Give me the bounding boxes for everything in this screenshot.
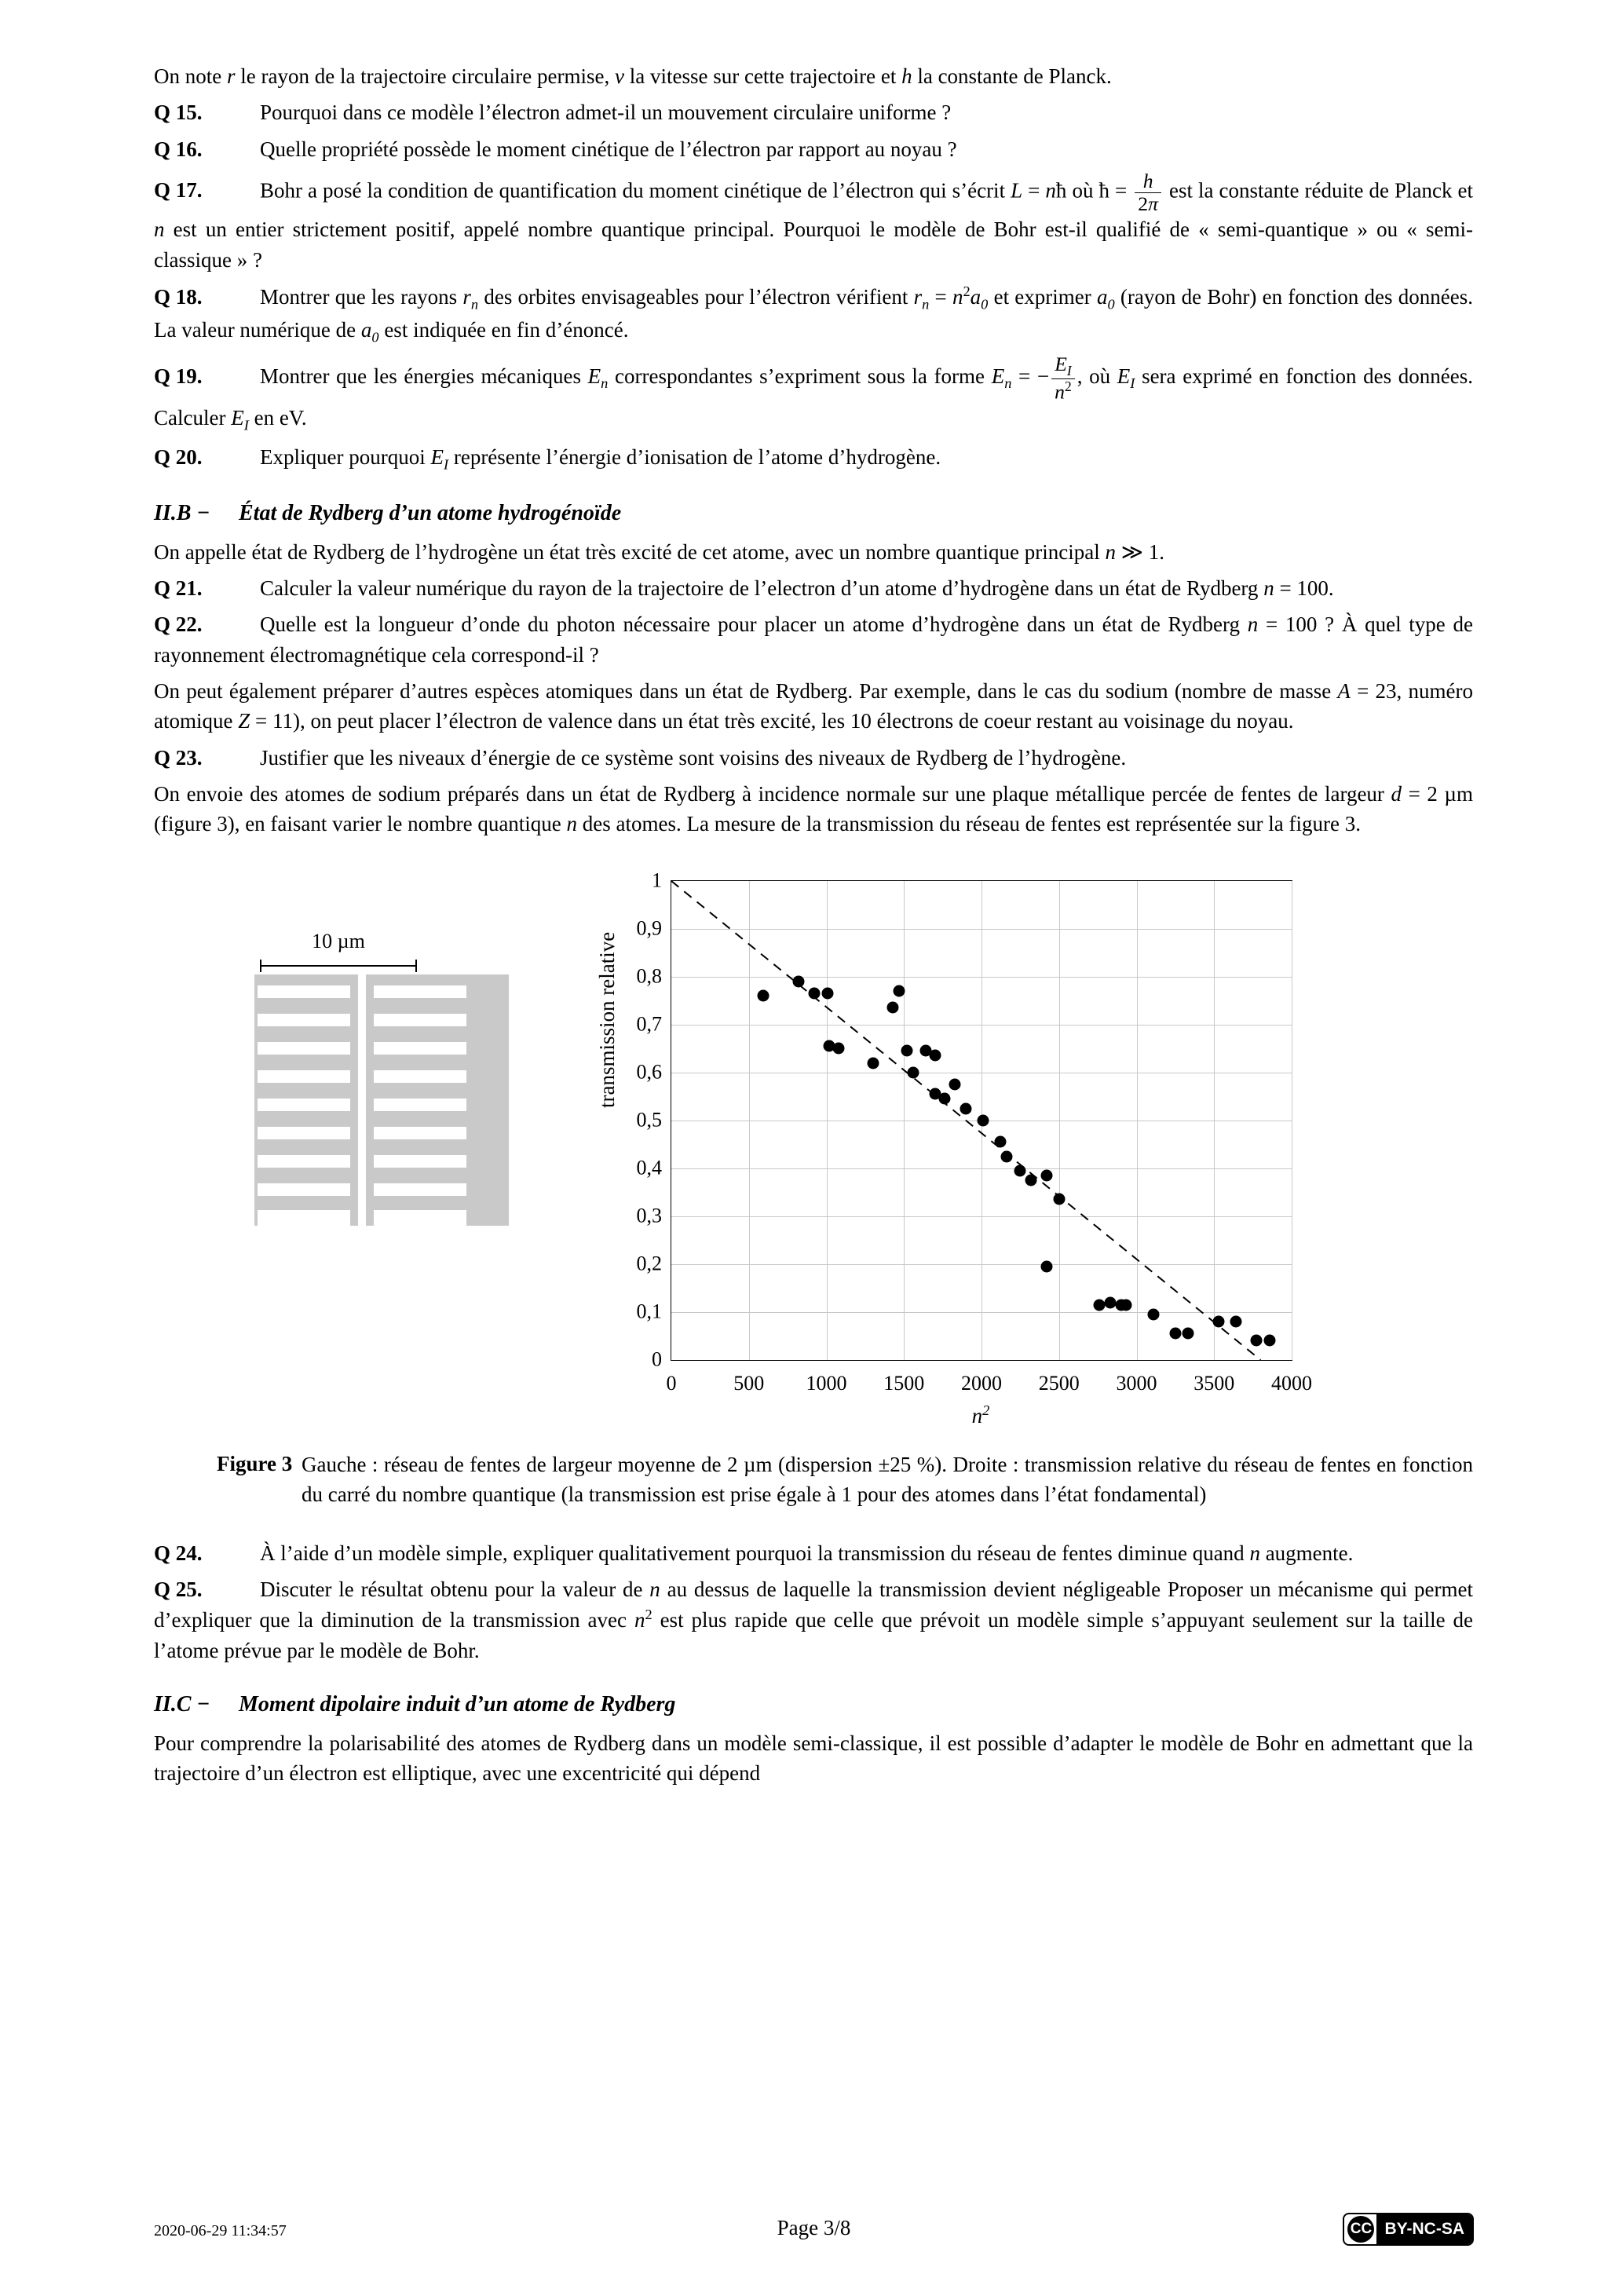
question-q17: Q 17. Bohr a posé la condition de quantification du moment cinétique de l’électron qui s’écrit L = nħ où ħ = $\frac{h}{2\pi}$ est la constante réduite de Planck et n est un entier strictement positif, appelé nombre quantique principal. Pourquoi le modèle de Bohr est-il qualifié de « semi-quantique » ou « semi-classique » ?: [154, 169, 1474, 272]
data-point: [1000, 1150, 1012, 1162]
x-axis-tick: 0: [666, 1371, 677, 1395]
question-label: Q 18.: [154, 285, 203, 309]
intro-text-1: On note: [154, 64, 227, 88]
data-point: [938, 1093, 950, 1105]
scale-bar: [260, 960, 417, 972]
data-point: [901, 1045, 913, 1057]
cc-icon: CC: [1347, 2216, 1374, 2243]
y-axis-tick: 0,3: [636, 1204, 662, 1227]
data-point: [1264, 1335, 1276, 1347]
fraction-ei-n2: $\frac{E_I}{n^2}$: [1051, 353, 1075, 403]
section-title: Moment dipolaire induit d’un atome de Rydberg: [239, 1692, 676, 1717]
section-number: II.B −: [154, 501, 210, 526]
question-label: Q 24.: [154, 1541, 203, 1565]
y-axis-tick: 0,4: [636, 1156, 662, 1179]
data-point: [1148, 1308, 1160, 1320]
plot-area: [636, 868, 1312, 1395]
question-label: Q 23.: [154, 745, 203, 770]
x-axis-tick: 2000: [961, 1371, 1002, 1395]
fraction-h-2pi: $\frac{h}{2\pi}$: [1135, 170, 1161, 214]
data-point: [1040, 1260, 1052, 1272]
y-axis-tick: 0,8: [636, 964, 662, 988]
data-point: [994, 1136, 1006, 1148]
x-axis-tick: 4000: [1271, 1371, 1312, 1395]
question-q15: Q 15. Pourquoi dans ce modèle l’électron admet-il un mouvement circulaire uniforme ?: [154, 97, 1473, 127]
intro-text-4: la constante de Planck.: [912, 64, 1112, 88]
data-point: [792, 975, 804, 987]
section-number: II.C −: [154, 1692, 210, 1717]
question-q20: Q 20. Expliquer pourquoi $E_I$ représente l’énergie d’ionisation de l’atome d’hydrogène.: [154, 442, 1473, 474]
paragraph-rydberg-intro: On appelle état de Rydberg de l’hydrogène un état très excité de cet atome, avec un nombre quantique principal n ≫ 1.: [154, 539, 1164, 564]
y-axis-tick: 0,6: [636, 1060, 662, 1084]
data-point: [1014, 1164, 1026, 1176]
paragraph-sodium: On peut également préparer d’autres espèces atomiques dans un état de Rydberg. Par exemple, dans le cas du sodium (nombre de masse A = 23, numéro atomique Z = 11), on peut placer l’électron de valence dans un état très excité, les 10 électrons de coeur restant au voisinage du noyau.: [154, 679, 1473, 733]
license-badge: [1343, 2213, 1474, 2246]
question-q23: Q 23. Justifier que les niveaux d’énergie de ce système sont voisins des niveaux de Rydberg de l’hydrogène.: [154, 743, 1473, 773]
page-footer: [154, 2216, 1474, 2247]
data-point: [1169, 1328, 1181, 1340]
question-label: Q 17.: [154, 178, 203, 203]
figure-caption-body: Gauche : réseau de fentes de largeur moyenne de 2 µm (dispersion ±25 %). Droite : transmission relative du réseau de fentes en fonction du carré du nombre quantique (la transmission est prise égale à 1 pour des atomes dans l’état fondamental): [302, 1453, 1473, 1507]
figure-3: [154, 868, 1473, 1428]
question-label: Q 15.: [154, 101, 203, 125]
data-point: [908, 1066, 919, 1078]
data-point: [1250, 1335, 1262, 1347]
y-axis-label: transmission relative: [595, 931, 619, 1108]
y-axis-tick: 0,1: [636, 1300, 662, 1323]
scatter-plot: [594, 868, 1379, 1428]
data-point: [822, 988, 834, 1000]
footer-page-number: Page 3/8: [777, 2216, 851, 2239]
question-q25: Q 25. Discuter le résultat obtenu pour la valeur de n au dessus de laquelle la transmission devient négligeable Proposer un mécanisme qui permet d’expliquer que la diminution de la transmission avec $n^2$ est plus rapide que celle que prévoit un modèle simple s’appuyant seulement sur la taille de l’atome prévue par le modèle de Bohr.: [154, 1574, 1473, 1665]
section-heading-iib: [154, 498, 1473, 529]
symbol-h: h: [901, 64, 912, 88]
paragraph-polarisabilite: Pour comprendre la polarisabilité des atomes de Rydberg dans un modèle semi-classique, il est possible d’adapter le modèle de Bohr en admettant que la trajectoire d’un électron est elliptique, avec une excentricité qui dépend: [154, 1731, 1473, 1786]
document-body: [154, 61, 1473, 1794]
grating-diagram: [240, 974, 523, 1226]
x-axis-tick: 3000: [1116, 1371, 1157, 1395]
y-axis-tick: 0,9: [636, 916, 662, 940]
symbol-v: v: [615, 64, 624, 88]
x-axis-label: $n^2$: [971, 1402, 990, 1428]
question-q21: Q 21. Calculer la valeur numérique du rayon de la trajectoire de l’electron d’un atome d’hydrogène dans un état de Rydberg n = 100.: [154, 573, 1473, 603]
scale-bar-group: [260, 927, 417, 972]
scale-label: 10 µm: [312, 929, 365, 952]
data-point: [1182, 1328, 1193, 1340]
question-label: Q 20.: [154, 444, 203, 469]
x-axis-tick: 2500: [1038, 1371, 1080, 1395]
data-point: [808, 988, 820, 1000]
question-q16: Q 16. Quelle propriété possède le moment cinétique de l’électron par rapport au noyau ?: [154, 134, 1473, 164]
license-label: BY-NC-SA: [1376, 2214, 1472, 2244]
data-point: [757, 990, 769, 1002]
question-q24: Q 24. À l’aide d’un modèle simple, expliquer qualitativement pourquoi la transmission du réseau de fentes diminue quand n augmente.: [154, 1538, 1473, 1568]
x-axis-tick: 500: [733, 1371, 765, 1395]
symbol-r: r: [226, 64, 236, 88]
data-point: [977, 1114, 989, 1126]
figure-caption-title: Figure 3: [217, 1451, 293, 1475]
y-axis-tick: 0,7: [636, 1012, 662, 1036]
question-label: Q 25.: [154, 1578, 203, 1602]
question-q22: Q 22. Quelle est la longueur d’onde du photon nécessaire pour placer un atome d’hydrogène dans un état de Rydberg n = 100 ? À quel type de rayonnement électromagnétique cela correspond-il ?: [154, 609, 1473, 670]
data-point: [1104, 1296, 1116, 1308]
question-q18: Q 18. Montrer que les rayons $r_n$ des orbites envisageables pour l’électron vérifient $r_n = n^2a_0$ et exprimer $a_0$ (rayon de Bohr) en fonction des données. La valeur numérique de $a_0$ est indiquée en fin d’énoncé.: [154, 283, 1473, 345]
question-q19: Q 19. Montrer que les énergies mécaniques $E_n$ correspondantes s’expriment sous la forme $E_n$ = − $\frac{E_I}{n^2}$ , où $E_I$ sera exprimé en fonction des données. Calculer $E_I$ en eV.: [154, 352, 1473, 433]
footer-timestamp: 2020-06-29 11:34:57: [154, 2222, 287, 2239]
data-point: [1230, 1315, 1241, 1327]
x-axis-tick: 3500: [1193, 1371, 1235, 1395]
data-point: [1040, 1169, 1052, 1181]
question-label: Q 22.: [154, 612, 203, 637]
data-point: [1025, 1175, 1037, 1186]
x-axis-tick: 1000: [806, 1371, 847, 1395]
intro-text-3: la vitesse sur cette trajectoire et: [623, 64, 902, 88]
data-point: [929, 1050, 941, 1062]
intro-text-2: le rayon de la trajectoire circulaire permise,: [235, 64, 615, 88]
data-point: [1094, 1299, 1106, 1311]
data-point: [949, 1079, 961, 1091]
question-label: Q 19.: [154, 364, 203, 388]
data-point: [887, 1002, 899, 1014]
data-point: [833, 1043, 845, 1055]
question-label: Q 16.: [154, 137, 203, 161]
paragraph-plaque: On envoie des atomes de sodium préparés dans un état de Rydberg à incidence normale sur une plaque métallique percée de fentes de largeur d = 2 µm (figure 3), en faisant varier le nombre quantique n des atomes. La mesure de la transmission du réseau de fentes est représentée sur la figure 3.: [154, 782, 1473, 836]
data-point: [960, 1102, 972, 1114]
intro-paragraph: [154, 61, 1473, 91]
y-axis-tick: 0: [652, 1347, 662, 1371]
y-axis-tick: 1: [652, 868, 662, 892]
data-point: [1120, 1299, 1131, 1311]
question-label: Q 21.: [154, 576, 203, 601]
figure-caption: [154, 1449, 1473, 1510]
data-point: [867, 1057, 879, 1069]
section-title: État de Rydberg d’un atome hydrogénoïde: [239, 501, 622, 526]
data-point: [1213, 1315, 1225, 1327]
x-axis-tick: 1500: [883, 1371, 925, 1395]
y-axis-tick: 0,5: [636, 1108, 662, 1132]
data-point: [1053, 1194, 1065, 1205]
data-point: [894, 985, 905, 997]
section-heading-iic: [154, 1689, 1473, 1720]
y-axis-tick: 0,2: [636, 1252, 662, 1275]
